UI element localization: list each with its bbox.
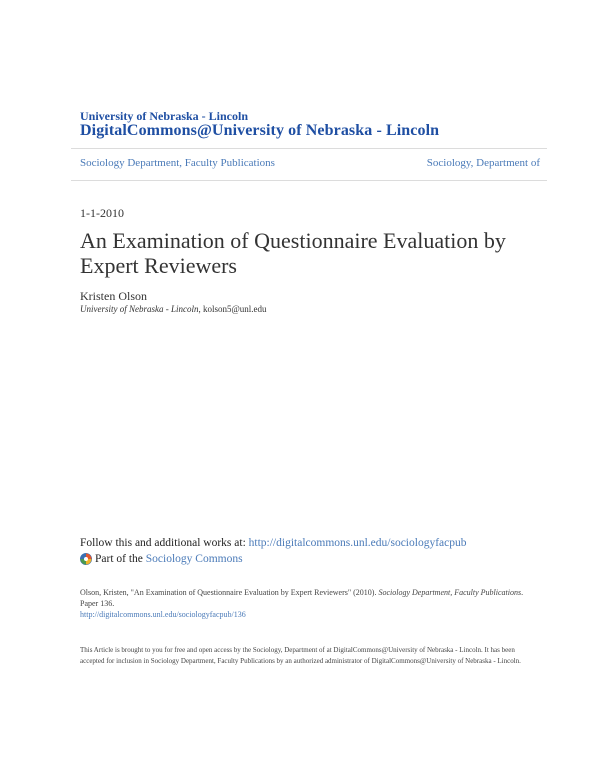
commons-network-icon (80, 553, 92, 565)
repository-link[interactable]: DigitalCommons@University of Nebraska - Lincoln (80, 122, 440, 139)
citation-url-link[interactable]: http://digitalcommons.unl.edu/sociologyfacpub/136 (80, 610, 246, 619)
divider-top (71, 148, 547, 149)
affiliation-sep: , (198, 304, 203, 314)
author-name: Kristen Olson (80, 289, 147, 303)
author-affiliation (80, 304, 267, 314)
citation-paper: Paper 136. (80, 599, 115, 608)
partof-line (80, 553, 243, 565)
institution-link[interactable]: University of Nebraska - Lincoln (80, 109, 248, 123)
affiliation-name: University of Nebraska - Lincoln (80, 304, 199, 314)
follow-line (80, 537, 467, 549)
divider-bottom (71, 180, 547, 181)
citation-text: Olson, Kristen, "An Examination of Questionnaire Evaluation by Expert Reviewers" (2010). (80, 588, 377, 597)
follow-text: Follow this and additional works at: (80, 537, 246, 549)
citation-journal: Sociology Department, Faculty Publications (378, 588, 522, 597)
article-title: An Examination of Questionnaire Evaluation by Expert Reviewers (80, 228, 506, 278)
recommended-citation: Olson, Kristen, "An Examination of Questionnaire Evaluation by Expert Reviewers" (2010). Sociology Department, Faculty Publications. Paper 136. http://digitalcommons.unl.edu/sociologyfacpub/136 (80, 588, 524, 619)
partof-text: Part of the (95, 553, 143, 565)
access-notice: This Article is brought to you for free and open access by the Sociology, Department of at DigitalCommons@University of Nebraska - Lincoln. It has been accepted for inclusion in Sociology Department, Faculty Publications by an authorized administrator of DigitalCommons@University of Nebraska - Lincoln. (80, 646, 521, 665)
author-email[interactable]: kolson5@unl.edu (203, 304, 267, 314)
collection-link[interactable]: Sociology Department, Faculty Publications (80, 157, 275, 169)
sociology-commons-link[interactable]: Sociology Commons (145, 553, 243, 565)
publication-date: 1-1-2010 (80, 206, 124, 220)
follow-url-link[interactable]: http://digitalcommons.unl.edu/sociologyfacpub (248, 537, 467, 549)
department-link[interactable]: Sociology, Department of (426, 157, 540, 169)
